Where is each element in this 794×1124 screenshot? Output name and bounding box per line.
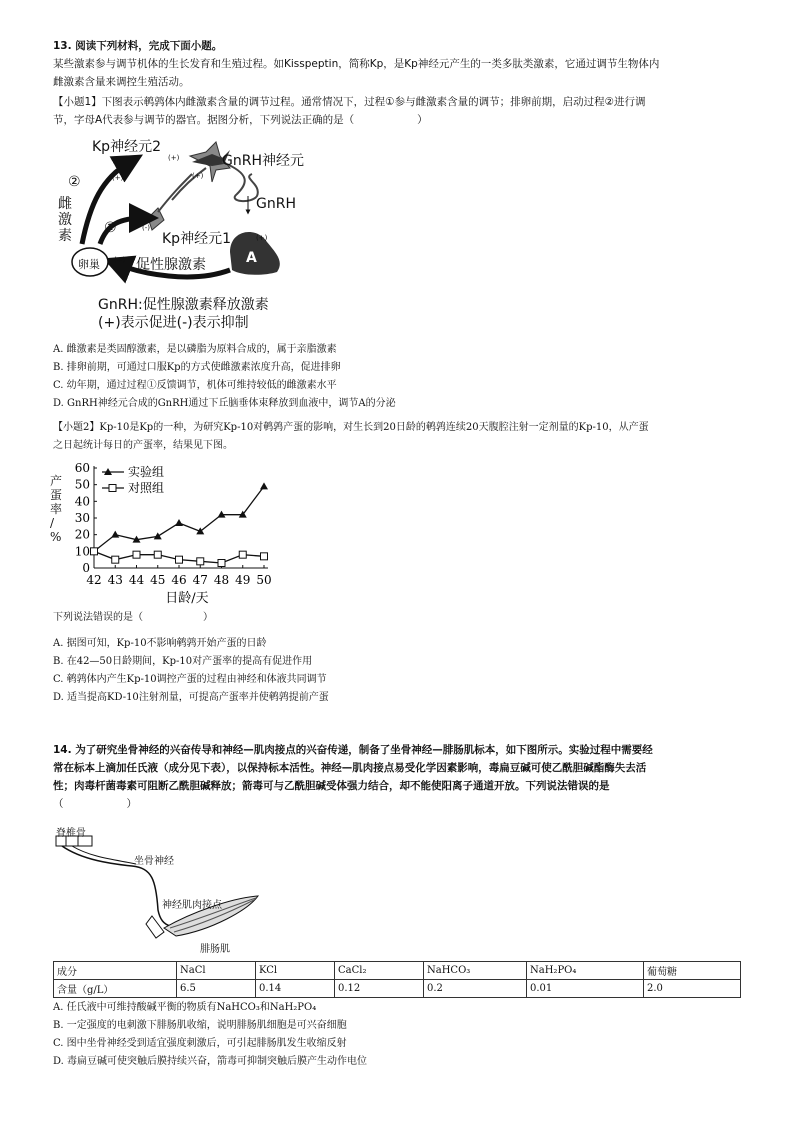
data-point-control xyxy=(261,553,268,560)
ylabel-char: 率 xyxy=(50,502,63,516)
inhibit-sign: (-) xyxy=(142,224,150,232)
ylabel-char: % xyxy=(50,530,62,544)
y-tick-label: 10 xyxy=(74,544,90,559)
table-row xyxy=(54,980,741,998)
q13-sub1-option-b[interactable]: B. 排卵前期，可通过口服Kp的方式使雌激素浓度升高，促进排卵 xyxy=(53,362,341,373)
q13-sub1-option-a[interactable]: A. 雌激素是类固醇激素，是以磷脂为原料合成的，属于亲脂激素 xyxy=(53,344,337,355)
q14-option-c[interactable]: C. 图中坐骨神经受到适宜强度刺激后，可引起腓肠肌发生收缩反射 xyxy=(53,1038,347,1049)
promote-sign: (+) xyxy=(168,154,180,162)
data-point-control xyxy=(91,548,98,555)
table-cell: 0.01 xyxy=(527,980,644,998)
data-point-experimental xyxy=(175,519,183,526)
table-cell: 葡萄糖 xyxy=(644,962,741,980)
q13-sub1-stem: 节，字母A代表参与调节的器官。据图分析，下列说法正确的是（ ） xyxy=(53,114,428,126)
table-cell: 0.2 xyxy=(424,980,527,998)
x-tick-label: 49 xyxy=(235,573,251,587)
y-tick-label: 40 xyxy=(74,494,90,509)
kp-neuron-1-cell xyxy=(148,174,192,230)
promote-sign: (+) xyxy=(192,172,204,180)
legend-label: 对照组 xyxy=(128,481,165,495)
x-tick-label: 48 xyxy=(213,573,230,587)
egg-laying-rate-chart xyxy=(52,458,292,608)
ringer-solution-table xyxy=(53,961,741,998)
q13-sub1-option-c[interactable]: C. 幼年期，通过过程①反馈调节，机体可维持较低的雌激素水平 xyxy=(53,380,337,391)
x-tick-label: 43 xyxy=(107,573,123,587)
x-tick-label: 45 xyxy=(150,573,166,587)
estrogen-char: 激 xyxy=(58,212,72,228)
table-cell: 含量（g/L） xyxy=(54,980,177,998)
organ-a-label: A xyxy=(246,250,257,266)
data-point-experimental xyxy=(154,532,162,539)
promote-sign: (+) xyxy=(256,234,268,242)
x-axis-label: 日龄/天 xyxy=(165,591,209,606)
table-cell: CaCl₂ xyxy=(335,962,424,980)
diagram-caption: (+)表示促进(-)表示抑制 xyxy=(98,315,249,331)
y-tick-label: 0 xyxy=(82,561,90,575)
data-point-control xyxy=(218,560,225,567)
y-tick-label: 30 xyxy=(74,511,90,525)
muscle-label: 腓肠肌 xyxy=(200,944,230,955)
q13-sub2-option-c[interactable]: C. 鹌鹑体内产生Kp-10调控产蛋的过程由神经和体液共同调节 xyxy=(53,674,327,685)
q14-option-b[interactable]: B. 一定强度的电刺激下腓肠肌收缩，说明腓肠肌细胞是可兴奋细胞 xyxy=(53,1020,347,1031)
kp-neuron-1-label: Kp神经元1 xyxy=(162,231,231,247)
q14-stem-line: 常在标本上滴加任氏液（成分见下表），以保持标本活性。神经—肌肉接点易受化学因素影响，毒扁豆碱可使乙酰胆碱酯酶失去活 xyxy=(53,762,647,774)
q13-sub2-stem: 【小题2】Kp-10是Kp的一种，为研究Kp-10对鹌鹑产蛋的影响，对生长到20日龄的鹌鹑连续20天腹腔注射一定剂量的Kp-10，从产蛋 xyxy=(53,422,649,433)
sciatic-nerve-label: 坐骨神经 xyxy=(134,856,174,867)
data-point-control xyxy=(154,551,161,558)
data-point-control xyxy=(133,551,140,558)
junction-label: 神经肌肉接点 xyxy=(162,900,222,911)
pathway-2-number: ② xyxy=(68,174,81,190)
x-tick-label: 47 xyxy=(192,573,208,587)
q13-sub2-option-a[interactable]: A. 据图可知，Kp-10不影响鹌鹑开始产蛋的日龄 xyxy=(53,638,267,649)
q13-sub2-stem: 之日起统计每日的产蛋率，结果见下图。 xyxy=(53,440,233,451)
table-cell: KCl xyxy=(256,962,335,980)
q13-sub2-option-b[interactable]: B. 在42—50日龄期间，Kp-10对产蛋率的提高有促进作用 xyxy=(53,656,313,667)
promote-sign: (+) xyxy=(112,174,124,182)
table-cell: NaHCO₃ xyxy=(424,962,527,980)
table-cell: 2.0 xyxy=(644,980,741,998)
q13-sub1-option-d[interactable]: D. GnRH神经元合成的GnRH通过下丘脑垂体束释放到血液中，调节A的分泌 xyxy=(53,398,396,409)
table-cell: 0.14 xyxy=(256,980,335,998)
estrogen-char: 素 xyxy=(58,228,72,244)
data-point-control xyxy=(197,558,204,565)
data-point-control xyxy=(176,556,183,563)
y-tick-label: 20 xyxy=(74,527,90,542)
table-row xyxy=(54,962,741,980)
spine-label: 脊椎骨 xyxy=(56,828,86,839)
pathway-1-number: ① xyxy=(104,220,117,236)
gnrh-label: GnRH xyxy=(256,196,296,212)
x-tick-label: 50 xyxy=(256,573,272,587)
x-tick-label: 42 xyxy=(86,573,102,587)
promote-sign: (+) xyxy=(114,256,126,264)
q13-sub2-question: 下列说法错误的是（ ） xyxy=(53,612,213,623)
q13-title: 13. 阅读下列材料，完成下面小题。 xyxy=(53,40,223,52)
q14-stem-line: （ ） xyxy=(53,798,137,810)
q14-option-a[interactable]: A. 任氏液中可维持酸碱平衡的物质有NaHCO₃和NaH₂PO₄ xyxy=(53,1002,317,1013)
kp-neuron-2-label: Kp神经元2 xyxy=(92,139,161,155)
q14-stem-line: 性；肉毒杆菌毒素可阻断乙酰胆碱释放；箭毒可与乙酰胆碱受体强力结合，却不能使阳离子通道开放。下列说法错误的是 xyxy=(53,780,610,792)
table-cell: 成分 xyxy=(54,962,177,980)
data-point-experimental xyxy=(111,531,119,538)
estrogen-vertical-label xyxy=(58,196,72,244)
data-point-control xyxy=(112,556,119,563)
table-cell: 0.12 xyxy=(335,980,424,998)
x-tick-label: 44 xyxy=(128,573,145,587)
sciatic-nerve-muscle-figure xyxy=(52,820,312,960)
ovary-label: 卵巢 xyxy=(78,258,100,271)
diagram-caption: GnRH:促性腺激素释放激素 xyxy=(98,297,269,313)
legend-marker xyxy=(109,485,116,492)
q13-sub2-option-d[interactable]: D. 适当提高KD-10注射剂量，可提高产蛋率并使鹌鹑提前产蛋 xyxy=(53,692,329,703)
table-cell: NaCl xyxy=(177,962,256,980)
ylabel-char: 产 xyxy=(50,474,63,488)
ylabel-char: 蛋 xyxy=(50,488,63,502)
x-tick-label: 46 xyxy=(171,573,187,587)
y-tick-label: 50 xyxy=(74,477,90,492)
data-point-experimental xyxy=(260,482,268,489)
table-cell: NaH₂PO₄ xyxy=(527,962,644,980)
q14-stem-line: 14. 为了研究坐骨神经的兴奋传导和神经—肌肉接点的兴奋传递，制备了坐骨神经—腓肠肌标本，如下图所示。实验过程中需要经 xyxy=(53,744,653,756)
gnrh-neuron-label: GnRH神经元 xyxy=(222,153,304,169)
fsh-label: 促性腺激素 xyxy=(136,257,206,273)
data-point-control xyxy=(239,551,246,558)
legend-label: 实验组 xyxy=(128,465,165,479)
q13-sub1-stem: 【小题1】下图表示鹌鹑体内雌激素含量的调节过程。通常情况下，过程①参与雌激素含量的调节；排卵前期，启动过程②进行调 xyxy=(53,96,646,108)
series-line-experimental xyxy=(94,486,264,551)
y-tick-label: 60 xyxy=(74,461,90,475)
estrogen-char: 雌 xyxy=(58,196,72,212)
ylabel-char: / xyxy=(50,516,55,530)
chart-ylabel xyxy=(50,474,64,544)
q13-stem-line: 某些激素参与调节机体的生长发育和生殖过程。如Kisspeptin，简称Kp，是Kp神经元产生的一类多肽类激素，它通过调节生物体内 xyxy=(53,58,660,70)
table-cell: 6.5 xyxy=(177,980,256,998)
q13-stem-line: 雌激素含量来调控生殖活动。 xyxy=(53,76,190,88)
q14-option-d[interactable]: D. 毒扁豆碱可使突触后膜持续兴奋，箭毒可抑制突触后膜产生动作电位 xyxy=(53,1056,368,1067)
